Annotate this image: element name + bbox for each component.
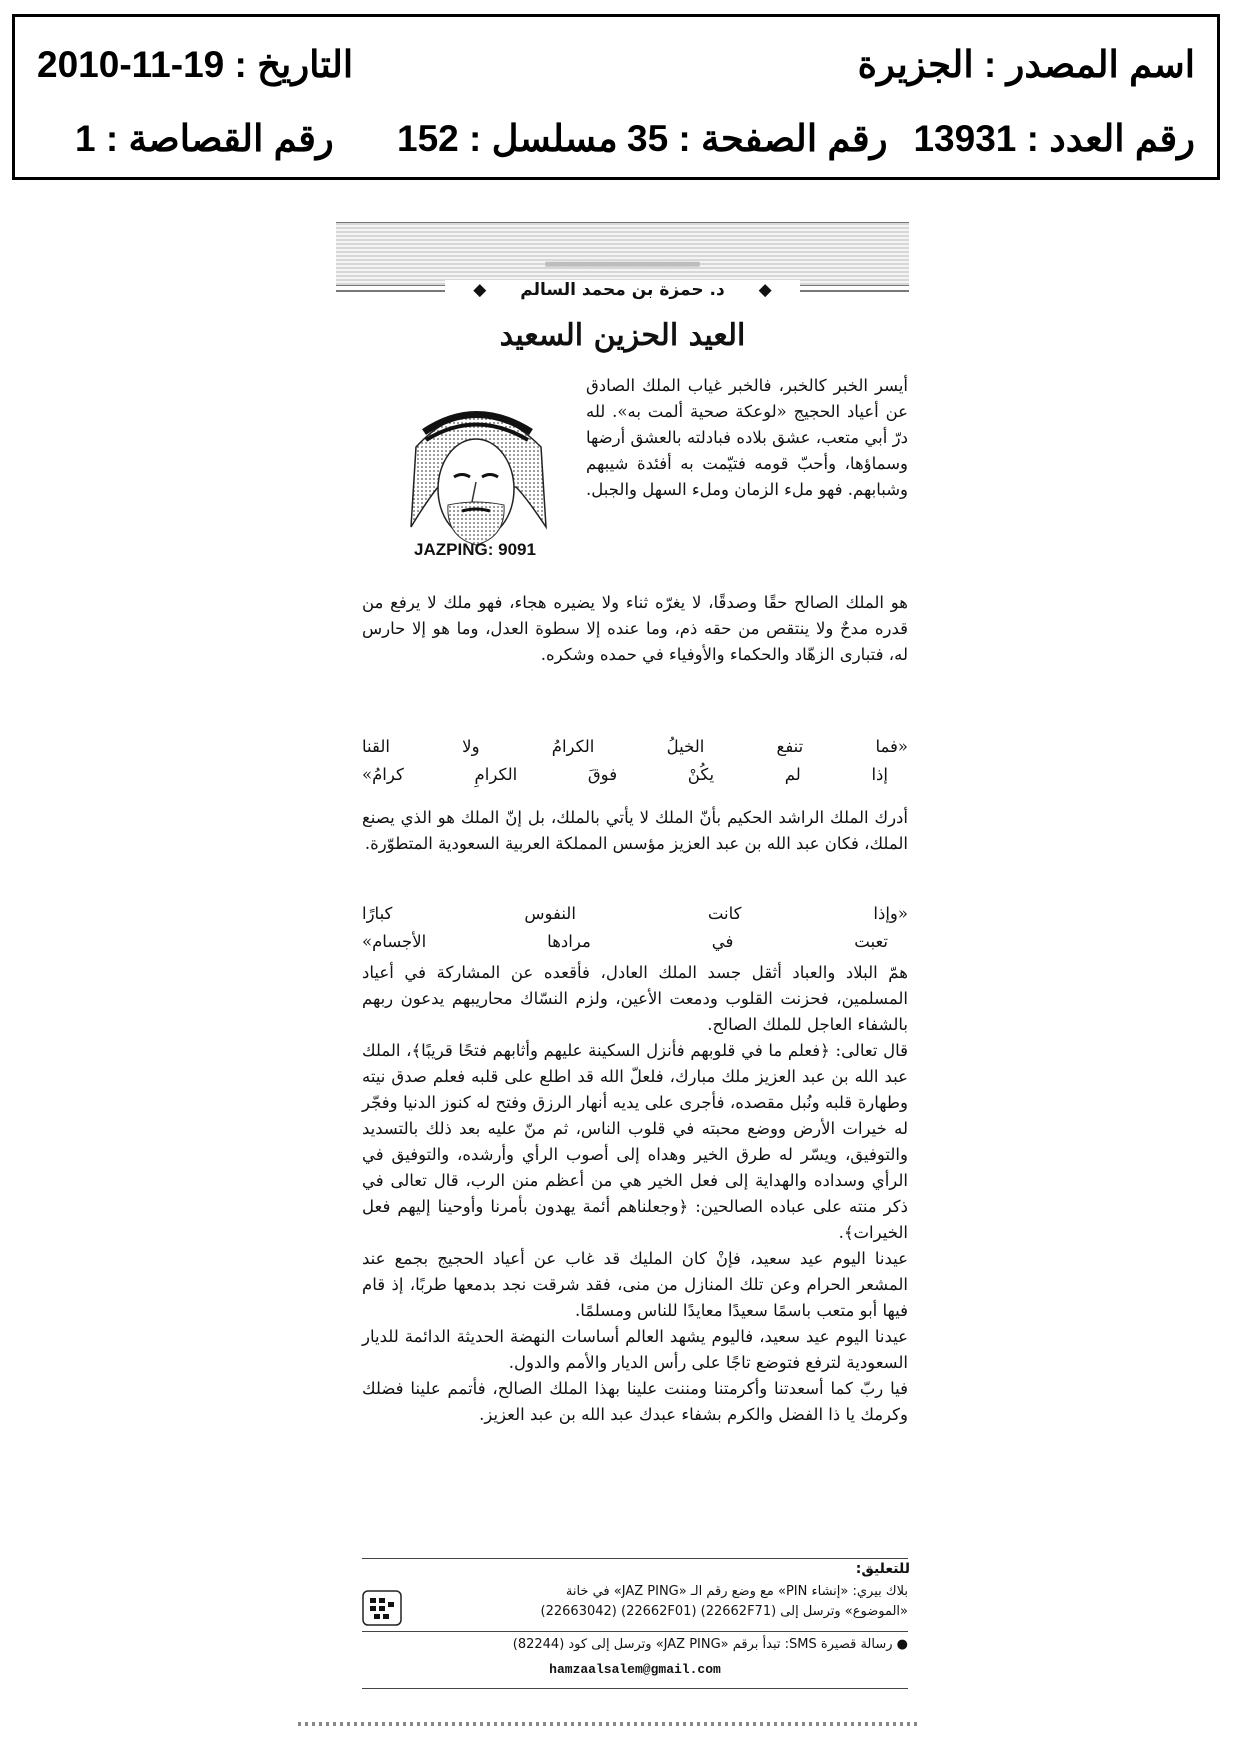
byline-diamond-icon: ◆: [739, 280, 786, 300]
issue-number: رقم العدد : 13931: [913, 118, 1195, 159]
article-paragraph-6: عيدنا اليوم عيد سعيد، فاليوم يشهد العالم أساسات النهضة الحديثة الدائمة للديار السعودية لترفع فتوضع تاجًا على رأس الديار والأمم والدول.: [362, 1327, 908, 1372]
footer-rule-top: [362, 1558, 908, 1559]
footer-rule-middle: [362, 1631, 908, 1632]
photo-code: JAZPING: 9091: [414, 540, 536, 559]
verse-1-line-2: إذا لم يكُنْ فوقَ الكرامِ كرامُ»: [362, 765, 888, 784]
page-number: رقم الصفحة : 35: [627, 118, 888, 159]
verse-1: [362, 733, 908, 789]
verse-2: [362, 900, 908, 956]
article-paragraph-5: عيدنا اليوم عيد سعيد، فإنْ كان المليك قد غاب عن أعياد الحجيج بجمع عند المشعر الحرام وعن تلك المنازل من منى، فقد شرقت نجد بدمعها طربًا، إذ قام فيها أبو متعب باسمًا سعيدًا معايدًا للناس ومسلمًا.: [362, 1249, 908, 1320]
article-title: العيد الحزين السعيد: [499, 318, 746, 353]
verse-1-line-1: «فما تنفع الخيلُ الكرامُ ولا القنا: [362, 737, 908, 756]
page-edge-dots: [298, 1722, 918, 1726]
serial-number: مسلسل : 152: [397, 118, 618, 159]
source-name: اسم المصدر : الجزيرة: [857, 44, 1195, 85]
article-body: [362, 960, 908, 1428]
bbm-line-1: بلاك بيري: «إنشاء PIN» مع وضع رقم الـ «JAZ PING» في خانة: [565, 1584, 908, 1599]
column-banner: [336, 222, 909, 286]
article-paragraph-2: أدرك الملك الراشد الحكيم بأنّ الملك لا يأتي بالملك، بل إنّ الملك هو الذي يصنع الملك، فكان عبد الله بن عبد العزيز مؤسس المملكة العربية السعودية المتطوّرة.: [362, 808, 908, 853]
bbm-line-2: «الموضوع» وترسل إلى (22662F71) (22662F01) (22663042): [540, 1604, 908, 1619]
sms-bullet-icon: ●: [892, 1637, 908, 1652]
clipping-info-box: [12, 14, 1220, 180]
clip-date-text: التاريخ : 19-11-2010: [37, 44, 354, 85]
column-banner-art: ـــــــــــــ: [546, 229, 699, 276]
article-paragraph-4: قال تعالى: ﴿فعلم ما في قلوبهم فأنزل السكينة عليهم وأثابهم فتحًا قريبًا﴾، الملك عبد الله بن عبد العزيز ملك مبارك، فلعلّ الله قد اطلع على قلبه فعلم صدق نيته وطهارة قلبه ونُبل مقصده، فأجرى على يديه أنهار الرزق وفتح له كنوز الدنيا وفجّر له خيرات الأرض ووضع محبته في قلوب الناس، ثم منّ عليه بعد ذلك بالتسديد والتوفيق، ويسّر له طرق الخير وهداه إلى أصوب الرأي وأرشده، والتوفيق في الرأي وسداده والهداية إلى فعل الخير هي من أعظم منن الرب، قال تعالى في ذكر منته على عباده الصالحين: ﴿وجعلناهم أئمة يهدون بأمرنا وأوحينا إليهم فعل الخيرات﴾.: [362, 1041, 908, 1242]
comment-label: للتعليق:: [855, 1561, 910, 1577]
clip-number: رقم القصاصة : 1: [75, 118, 334, 159]
article-lead: أيسر الخبر كالخبر، فالخبر غياب الملك الصادق عن أعياد الحجيج «لوعكة صحية ألمت به». لله درّ أبي متعب، عشق بلاده فبادلته بالعشق أرضها وسماؤها، وأحبّ قومه فتيّمت به أفئدة شيبهم وشبابهم. فهو ملء الزمان وملء السهل والجبل.: [586, 376, 908, 499]
article-paragraph-1: هو الملك الصالح حقًا وصدقًا، لا يغرّه ثناء ولا يضيره هجاء، فهو ملك لا يرفع من قدره مدحٌ ولا ينتقص من حقه ذم، وما عنده إلا سطوة العدل، وما هو إلا حارس له، فتبارى الزهّاد والحكماء والأوفياء في حمده وشكره.: [362, 593, 908, 664]
byline-diamond-icon: ◆: [459, 280, 506, 300]
article-paragraph-3: همّ البلاد والعباد أثقل جسد الملك العادل، فأقعده عن المشاركة في أعياد المسلمين، فحزنت القلوب ودمعت الأعين، ولزم النسّاك محاريبهم يدعون ربهم بالشفاء العاجل للملك الصالح.: [362, 963, 908, 1034]
byline: [336, 280, 909, 300]
verse-2-line-1: «وإذا كانت النفوس كبارًا: [362, 904, 908, 923]
verse-2-line-2: تعبت في مرادها الأجسام»: [362, 932, 888, 951]
author-name: د. حمزة بن محمد السالم: [506, 280, 738, 300]
sms-text: رسالة قصيرة SMS: تبدأ برقم «JAZ PING» وترسل إلى كود (82244): [512, 1637, 893, 1652]
blackberry-instructions: [362, 1582, 908, 1626]
footer-rule-bottom: [362, 1688, 908, 1689]
clip-date: [37, 43, 353, 86]
sms-instructions: [362, 1637, 908, 1652]
article-paragraph-7: فيا ربّ كما أسعدتنا وأكرمتنا ومننت علينا بهذا الملك الصالح، فأتمم علينا فضلك وكرمك يا ذا الفضل والكرم بشفاء عبدك عبد الله بن عبد العزيز.: [362, 1379, 908, 1424]
author-email: hamzaalsalem@gmail.com: [549, 1662, 721, 1677]
